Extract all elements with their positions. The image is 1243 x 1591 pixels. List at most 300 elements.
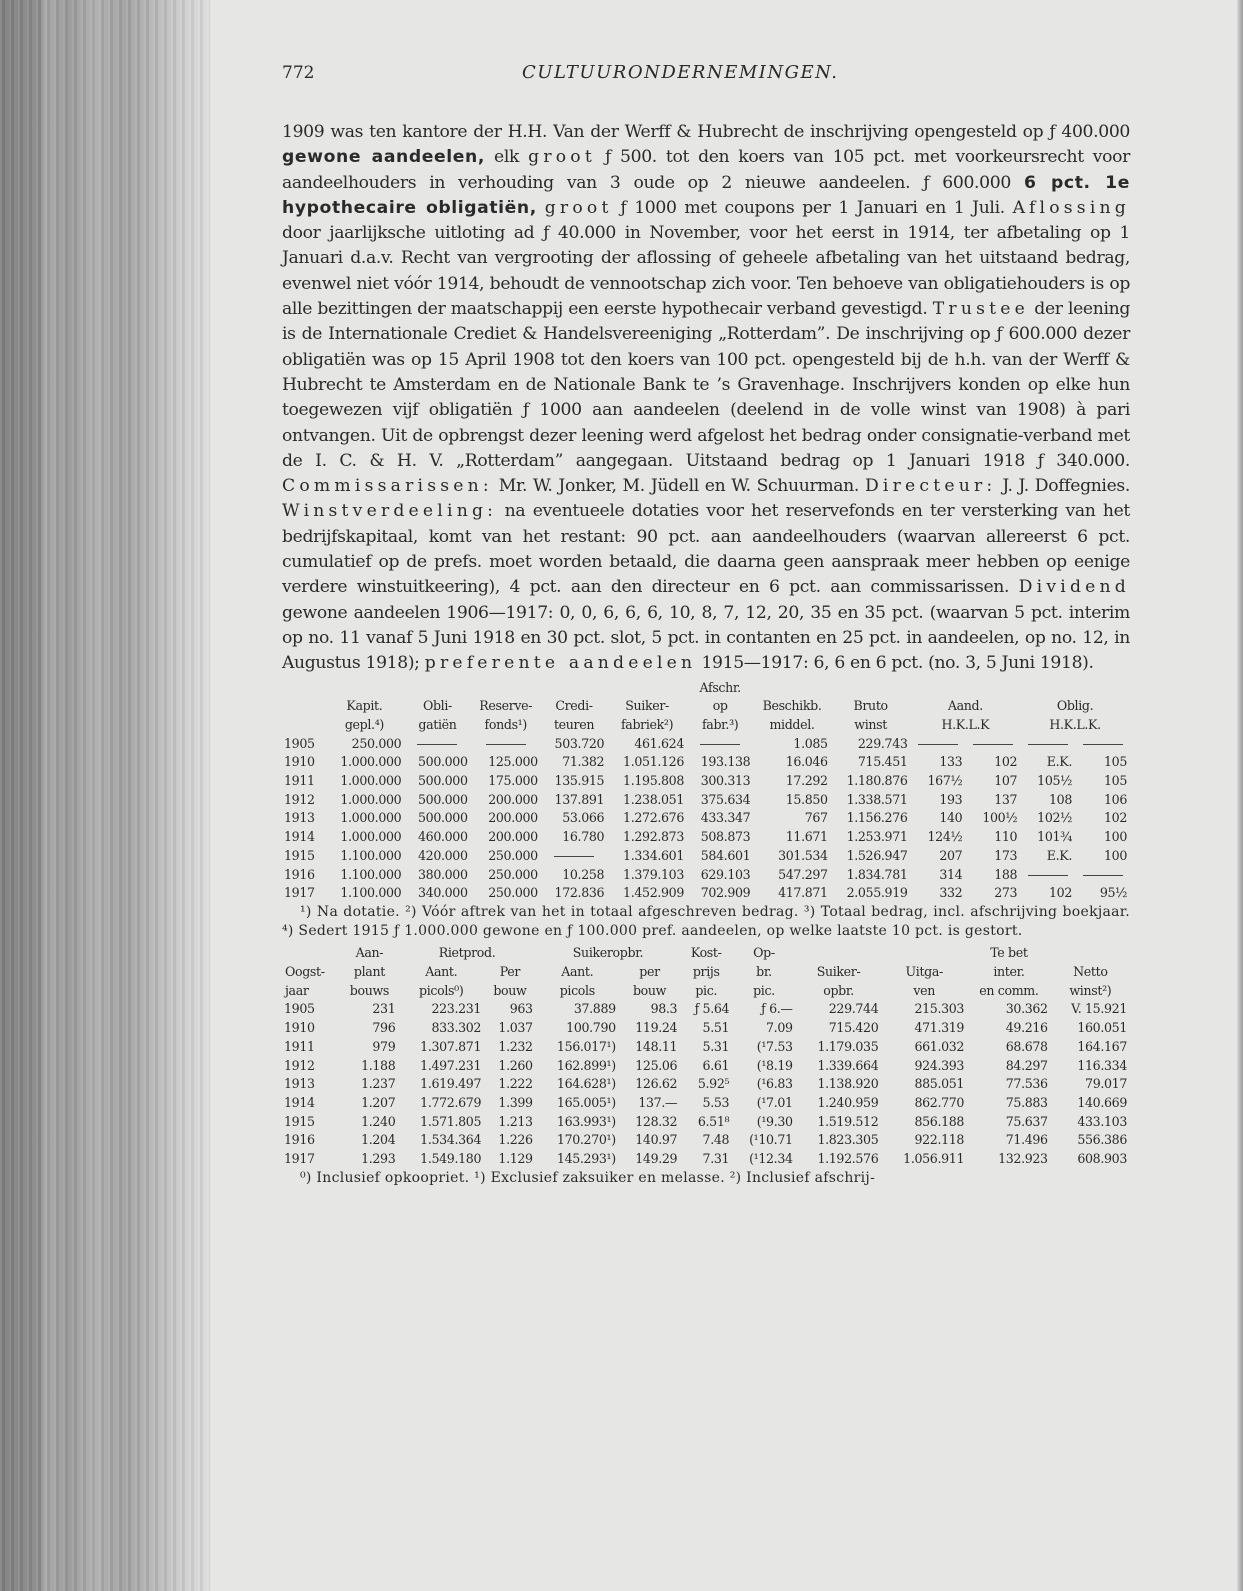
table-cell: 979 bbox=[372, 1038, 396, 1054]
year-cell: 1912 bbox=[284, 791, 315, 807]
table-cell: 1.526.947 bbox=[846, 847, 908, 863]
table-cell: 164.628¹) bbox=[556, 1076, 616, 1092]
table-cell: 137.— bbox=[638, 1095, 678, 1110]
table-cell: 1.260 bbox=[498, 1057, 533, 1073]
year-cell: 1914 bbox=[284, 829, 315, 845]
text-run: ƒ 1000 met coupons per 1 Januari en 1 Juli. bbox=[612, 197, 1013, 218]
table-cell bbox=[1075, 735, 1130, 754]
table-cell bbox=[1020, 866, 1075, 885]
table-row bbox=[282, 1075, 1130, 1094]
header-cell: per bbox=[639, 964, 660, 980]
table-cell: 340.000 bbox=[418, 885, 468, 901]
financial-table-body bbox=[282, 735, 1130, 903]
running-title: CULTUURONDERNEMINGEN. bbox=[522, 62, 839, 83]
table-cell: 380.000 bbox=[418, 866, 468, 882]
table-cell: 1.085 bbox=[793, 735, 828, 751]
table-cell: 30.362 bbox=[1005, 1001, 1048, 1017]
page-header bbox=[282, 62, 1130, 102]
table-cell: 160.051 bbox=[1077, 1020, 1127, 1036]
table-row bbox=[282, 772, 1130, 791]
table-cell: 100 bbox=[1104, 829, 1127, 845]
table-cell: 110 bbox=[994, 829, 1018, 845]
table-cell: 1.051.126 bbox=[623, 754, 684, 770]
text-run: der leening is de Internationale Crediet & Handelsvereeniging „Rotterdam”. De inschrijving op ƒ 600.000 dezer obligatiën was op 15 April 1908 tot den koers van 100 pct. opengesteld bij de h.h. van der Werff & Hubrecht te Amsterdam en de Nationale Bank te ’s Gravenhage. Inschrijvers konden op elke hun toegewezen vijf obligatiën ƒ 1000 aan aandeelen (deelend in de volle winst van 1908) à pari ontvangen. Uit de opbrengst dezer leening werd afgelost het bedrag onder consignatie-verband met de I. C. & H. V. „Rotterdam” aangegaan. Uitstaand bedrag op 1 Januari 1918 ƒ 340.000. bbox=[282, 299, 1130, 471]
table-cell: 1.549.180 bbox=[420, 1151, 482, 1167]
text-run: J. J. Doffegnies. bbox=[996, 476, 1130, 497]
table-cell: 101¾ bbox=[1037, 829, 1073, 845]
header-cell bbox=[325, 679, 405, 698]
table-cell: 1.237 bbox=[361, 1076, 396, 1092]
dash-rule bbox=[1028, 744, 1068, 745]
header-cell: fabriek²) bbox=[621, 716, 674, 732]
header-cell: fabr.³) bbox=[701, 716, 739, 732]
table-cell: 229.744 bbox=[828, 1001, 879, 1017]
table-cell: 71.496 bbox=[1005, 1132, 1048, 1148]
table-cell: 1.823.305 bbox=[817, 1132, 879, 1148]
table-cell: 17.292 bbox=[785, 773, 828, 789]
table-cell: 1.222 bbox=[498, 1076, 533, 1092]
header-cell: winst²) bbox=[1069, 982, 1112, 998]
table-row bbox=[282, 791, 1130, 810]
header-cell: Rietprod. bbox=[438, 945, 496, 961]
table-cell bbox=[1075, 866, 1130, 885]
table-cell: 200.000 bbox=[488, 810, 538, 826]
text-run: Mr. W. Jonker, M. Jüdell en W. Schuurman. bbox=[492, 476, 865, 497]
table-cell: 132.923 bbox=[998, 1151, 1048, 1167]
table-cell: 11.671 bbox=[785, 829, 828, 845]
table-cell: 15.850 bbox=[785, 791, 828, 807]
header-cell: Per bbox=[499, 964, 521, 980]
body-paragraph bbox=[282, 120, 1130, 677]
text-run: door jaarlijksche uitloting ad ƒ 40.000 in November, voor het eerst in 1914, ter afbetaling op 1 Januari d.a.v. Recht van vergrooting der aflossing of geheele afbetaling van het uitstaand bedrag, evenwel niet vóór 1914, behoudt de vennootschap zich voor. Ten behoeve van obligatiehouders is op alle bezittingen der maatschappij een eerste hypothecair verband gevestigd. bbox=[282, 223, 1130, 320]
table-cell: 922.118 bbox=[914, 1132, 965, 1148]
year-cell: 1916 bbox=[284, 866, 315, 882]
table-cell: 75.883 bbox=[1005, 1095, 1048, 1110]
table-cell: 170.270¹) bbox=[556, 1132, 616, 1148]
table-cell: 108 bbox=[1049, 791, 1073, 807]
table-cell: 856.188 bbox=[914, 1113, 965, 1129]
table-cell: 584.601 bbox=[700, 847, 751, 863]
table-cell: 1.334.601 bbox=[623, 847, 684, 863]
table-cell: 5.92⁵ bbox=[697, 1076, 730, 1092]
table-cell: 556.386 bbox=[1077, 1132, 1127, 1148]
table-cell: (¹10.71 bbox=[749, 1132, 793, 1148]
table-cell: 128.32 bbox=[635, 1113, 678, 1129]
table-cell: 231 bbox=[372, 1001, 396, 1017]
spaced-word-commissarissen: Commissarissen: bbox=[282, 476, 493, 497]
header-cell: gatiën bbox=[418, 716, 457, 732]
dash-rule bbox=[1083, 875, 1123, 876]
header-cell: jaar bbox=[285, 982, 309, 998]
table-cell: 1.379.103 bbox=[623, 866, 684, 882]
header-cell: en comm. bbox=[979, 982, 1039, 998]
table-row bbox=[282, 1094, 1130, 1113]
header-cell: bouws bbox=[349, 982, 390, 998]
year-cell: 1914 bbox=[284, 1095, 315, 1110]
header-cell: plant bbox=[353, 964, 385, 980]
header-cell: fonds¹) bbox=[484, 716, 527, 732]
header-cell: gepl.⁴) bbox=[344, 716, 384, 732]
dash-rule bbox=[486, 744, 526, 745]
table-cell: 1.204 bbox=[361, 1132, 396, 1148]
table-cell: 137.891 bbox=[554, 791, 605, 807]
table-cell: 98.3 bbox=[650, 1001, 678, 1017]
header-cell: inter. bbox=[993, 964, 1025, 980]
table-cell: 250.000 bbox=[488, 885, 538, 901]
table-cell: 137 bbox=[994, 791, 1018, 807]
page-number: 772 bbox=[282, 63, 315, 83]
table-cell: 332 bbox=[939, 885, 963, 901]
header-cell: Suikeropbr. bbox=[572, 945, 644, 961]
text-run: 1909 was ten kantore der H.H. Van der Werff & Hubrecht de inschrijving opengesteld op ƒ 400.000 bbox=[282, 122, 1130, 142]
year-cell: 1917 bbox=[284, 1151, 315, 1167]
table-row bbox=[282, 1113, 1130, 1132]
table-cell: 140 bbox=[939, 810, 963, 826]
table-cell: 102½ bbox=[1037, 810, 1073, 826]
financial-table bbox=[282, 679, 1130, 903]
table-row bbox=[282, 884, 1130, 903]
header-cell: Aand. bbox=[947, 698, 983, 714]
table-cell: 1.100.000 bbox=[340, 847, 402, 863]
table-cell: 433.103 bbox=[1077, 1113, 1127, 1129]
table-cell: 102 bbox=[994, 754, 1018, 770]
dash-rule bbox=[417, 744, 457, 745]
table-cell: 300.313 bbox=[700, 773, 751, 789]
text-run: 1915—1917: 6, 6 en 6 pct. (no. 3, 5 Juni 1918). bbox=[696, 653, 1094, 674]
text-run: elk bbox=[485, 147, 529, 168]
table-cell: 301.534 bbox=[778, 847, 828, 863]
header-cell: picols⁰) bbox=[419, 982, 464, 998]
table-cell: 250.000 bbox=[351, 735, 402, 751]
table-row bbox=[282, 809, 1130, 828]
header-cell bbox=[282, 679, 325, 698]
table-cell: 1.195.808 bbox=[623, 773, 684, 789]
table-cell: ƒ 5.64 bbox=[694, 1001, 730, 1017]
table-cell: 500.000 bbox=[418, 754, 468, 770]
table-cell: 500.000 bbox=[418, 773, 468, 789]
header-cell: Op- bbox=[753, 945, 775, 961]
dash-rule bbox=[918, 744, 958, 745]
table-cell: 500.000 bbox=[418, 810, 468, 826]
table-row bbox=[282, 753, 1130, 772]
table-cell: 140.97 bbox=[635, 1132, 678, 1148]
table-cell: 471.319 bbox=[914, 1020, 965, 1036]
table-cell: 215.303 bbox=[914, 1001, 965, 1017]
table-header-row bbox=[282, 679, 1130, 698]
table-cell: 833.302 bbox=[431, 1020, 482, 1036]
dash-rule bbox=[554, 856, 594, 857]
table-cell bbox=[471, 735, 541, 754]
bold-heading-obligatien: 6 pct. 1e hypothecaire obligatiën, bbox=[282, 172, 1130, 218]
table-header-row bbox=[282, 697, 1130, 716]
table-cell: 16.046 bbox=[785, 754, 828, 770]
table-cell: 1.226 bbox=[498, 1132, 533, 1148]
table-row bbox=[282, 1150, 1130, 1169]
table-header-row bbox=[282, 944, 1130, 963]
header-cell: Obli- bbox=[423, 698, 452, 714]
table-cell: 107 bbox=[994, 773, 1018, 789]
spaced-word: groot bbox=[544, 197, 613, 218]
header-cell: Uitga- bbox=[905, 964, 943, 980]
table-cell: 16.780 bbox=[562, 829, 605, 845]
spaced-word-aflossing: Aflossing bbox=[1012, 197, 1130, 218]
table-cell: 77.536 bbox=[1005, 1076, 1048, 1092]
spaced-word: groot bbox=[528, 147, 596, 168]
table-cell: 1.452.909 bbox=[623, 885, 684, 901]
harvest-table bbox=[282, 944, 1130, 1168]
table-cell: 1.253.971 bbox=[846, 829, 908, 845]
table-cell: 1.534.364 bbox=[420, 1132, 482, 1148]
table-cell: 106 bbox=[1104, 791, 1127, 807]
table-cell: 629.103 bbox=[700, 866, 751, 882]
table-cell: 547.297 bbox=[778, 866, 828, 882]
table-cell: 1.307.871 bbox=[420, 1038, 482, 1054]
table-row bbox=[282, 1131, 1130, 1150]
table-cell: 102 bbox=[1049, 885, 1073, 901]
table-cell: 420.000 bbox=[418, 847, 468, 863]
header-cell bbox=[911, 679, 1021, 698]
table-cell: 1.000.000 bbox=[340, 773, 402, 789]
table-cell: 105 bbox=[1104, 773, 1127, 789]
table-cell bbox=[911, 735, 966, 754]
table-cell: 124½ bbox=[927, 829, 963, 845]
table-cell: 207 bbox=[939, 847, 963, 863]
table-cell: 862.770 bbox=[914, 1095, 965, 1110]
table-cell: 125.06 bbox=[635, 1057, 678, 1073]
table-cell: 7.09 bbox=[766, 1020, 793, 1036]
table-row bbox=[282, 866, 1130, 885]
spaced-word-preferente: preferente aandeelen bbox=[424, 653, 697, 674]
header-cell: winst bbox=[854, 716, 887, 732]
header-cell: br. bbox=[756, 964, 772, 980]
header-cell: middel. bbox=[769, 716, 815, 732]
header-cell: bouw bbox=[493, 982, 527, 998]
table-cell: 1.207 bbox=[361, 1095, 396, 1110]
text-run: gewone aandeelen 1906—1917: 0, 0, 6, 6, 6, 10, 8, 7, 12, 20, 35 en 35 pct. (waarvan 5 pct. interim op no. 11 vanaf 5 Juni 1918 en 30 pct. slot, 5 pct. in contanten en 25 pct. in aandeelen, op no. 12, in Augustus 1918); bbox=[282, 602, 1130, 674]
table-cell: 1.156.276 bbox=[846, 810, 908, 826]
table-cell: 68.678 bbox=[1005, 1038, 1048, 1054]
table-cell: 148.11 bbox=[635, 1038, 678, 1054]
table-cell: 1.000.000 bbox=[340, 754, 402, 770]
table-cell: 6.61 bbox=[702, 1057, 730, 1073]
table-cell: 140.669 bbox=[1077, 1095, 1127, 1110]
header-cell bbox=[796, 944, 882, 963]
header-cell bbox=[1020, 679, 1130, 698]
table-cell: 1.129 bbox=[498, 1151, 533, 1167]
table-cell: 963 bbox=[509, 1001, 533, 1017]
table-cell: 1.272.676 bbox=[623, 810, 684, 826]
table-row bbox=[282, 1019, 1130, 1038]
table-cell: (¹6.83 bbox=[756, 1076, 793, 1092]
header-cell: Oblig. bbox=[1056, 698, 1094, 714]
header-cell: opbr. bbox=[823, 982, 854, 998]
table-cell: 250.000 bbox=[488, 847, 538, 863]
table-cell: 75.637 bbox=[1005, 1113, 1048, 1129]
year-cell: 1905 bbox=[284, 735, 315, 751]
table-row bbox=[282, 828, 1130, 847]
table-cell: 1.232 bbox=[498, 1038, 533, 1054]
table-cell: 162.899¹) bbox=[556, 1057, 616, 1073]
year-cell: 1915 bbox=[284, 1113, 315, 1129]
book-page bbox=[282, 62, 1130, 1188]
table-cell: E.K. bbox=[1046, 754, 1073, 770]
table-cell: 1.180.876 bbox=[846, 773, 908, 789]
year-cell: 1915 bbox=[284, 847, 315, 863]
table-cell: 135.915 bbox=[554, 773, 605, 789]
dash-rule bbox=[1083, 744, 1123, 745]
header-cell: Afschr. bbox=[699, 679, 741, 695]
table-cell: ƒ 6.— bbox=[761, 1001, 793, 1017]
table-cell: 5.53 bbox=[702, 1095, 730, 1110]
table-cell: 37.889 bbox=[573, 1001, 616, 1017]
table-cell bbox=[1020, 735, 1075, 754]
table-cell: 7.48 bbox=[702, 1132, 730, 1148]
table-cell: 1.138.920 bbox=[817, 1076, 879, 1092]
table-cell: 2.055.919 bbox=[846, 885, 908, 901]
year-cell: 1910 bbox=[284, 754, 315, 770]
header-cell: picols bbox=[559, 982, 595, 998]
table-cell: 1.179.035 bbox=[817, 1038, 879, 1054]
table-cell: 102 bbox=[1104, 810, 1127, 826]
table-cell bbox=[404, 735, 470, 754]
spaced-word-directeur: Directeur: bbox=[864, 476, 997, 497]
table-cell: 715.451 bbox=[857, 754, 908, 770]
table-cell: 273 bbox=[994, 885, 1018, 901]
table-cell: 105½ bbox=[1037, 773, 1073, 789]
header-cell: Netto bbox=[1073, 964, 1108, 980]
table-cell: 145.293¹) bbox=[556, 1151, 616, 1167]
header-cell bbox=[541, 679, 607, 698]
table-cell: 1.834.781 bbox=[846, 866, 908, 882]
header-cell bbox=[282, 716, 325, 735]
table-row bbox=[282, 1057, 1130, 1076]
header-cell: op bbox=[712, 698, 728, 714]
bold-heading-gewone-aandeelen: gewone aandeelen, bbox=[282, 147, 486, 168]
header-cell: ven bbox=[913, 982, 936, 998]
table-cell: (¹12.34 bbox=[749, 1151, 793, 1167]
table-header-row bbox=[282, 982, 1130, 1001]
table-cell: 100.790 bbox=[566, 1020, 616, 1036]
table-cell: 1.188 bbox=[361, 1057, 396, 1073]
table-cell: 1.619.497 bbox=[420, 1076, 482, 1092]
table-cell: 165.005¹) bbox=[556, 1095, 616, 1110]
table-cell bbox=[965, 735, 1020, 754]
table-cell: 6.51⁸ bbox=[697, 1113, 730, 1129]
dash-rule bbox=[1028, 875, 1068, 876]
table-cell: 1.293 bbox=[361, 1151, 396, 1167]
header-cell: Aant. bbox=[425, 964, 458, 980]
header-cell bbox=[881, 944, 967, 963]
harvest-table-body bbox=[282, 1000, 1130, 1168]
table-cell: 200.000 bbox=[488, 791, 538, 807]
table-cell: E.K. bbox=[1046, 847, 1073, 863]
table-cell: 417.871 bbox=[778, 885, 828, 901]
text-run bbox=[537, 198, 545, 218]
table-cell bbox=[541, 847, 607, 866]
table1-footnote: ¹) Na dotatie. ²) Vóór aftrek van het in totaal afgeschreven bedrag. ³) Totaal bedrag, incl. afschrijving boekjaar. ⁴) Sedert 1915 ƒ 1.000.000 gewone en ƒ 100.000 pref. aandeelen, op welke laatste 10 pct. is gestort. bbox=[282, 903, 1130, 939]
table-cell: 1.571.805 bbox=[420, 1113, 482, 1129]
table-cell: 1.238.051 bbox=[623, 791, 684, 807]
header-cell: Suiker- bbox=[625, 698, 669, 714]
table-cell: 175.000 bbox=[488, 773, 538, 789]
header-cell: H.K.L.K bbox=[941, 716, 990, 732]
table-cell bbox=[687, 735, 753, 754]
header-cell: Oogst- bbox=[285, 964, 325, 980]
table-cell: 5.31 bbox=[702, 1038, 730, 1054]
table-cell: 172.836 bbox=[554, 885, 605, 901]
table-row bbox=[282, 1038, 1130, 1057]
table-cell: 1.100.000 bbox=[340, 885, 402, 901]
header-cell: Beschikb. bbox=[762, 698, 822, 714]
table-cell: 167½ bbox=[927, 773, 963, 789]
table-cell: 500.000 bbox=[418, 791, 468, 807]
header-cell: H.K.L.K. bbox=[1049, 716, 1101, 732]
table-cell: 661.032 bbox=[914, 1038, 965, 1054]
table-cell: 1.000.000 bbox=[340, 829, 402, 845]
header-cell: pic. bbox=[753, 982, 775, 998]
table-cell: 715.420 bbox=[828, 1020, 879, 1036]
table-row bbox=[282, 735, 1130, 754]
table-cell: 49.216 bbox=[1005, 1020, 1048, 1036]
table-cell: 1.000.000 bbox=[340, 791, 402, 807]
table-cell: 1.213 bbox=[498, 1113, 533, 1129]
table-cell: (¹7.01 bbox=[756, 1095, 793, 1110]
table-cell: 460.000 bbox=[418, 829, 468, 845]
year-cell: 1913 bbox=[284, 1076, 315, 1092]
header-cell: Aan- bbox=[355, 945, 384, 961]
year-cell: 1917 bbox=[284, 885, 315, 901]
table-cell: 1.056.911 bbox=[903, 1151, 965, 1167]
table-cell: 100½ bbox=[982, 810, 1018, 826]
header-cell: prijs bbox=[692, 964, 720, 980]
table-cell: 95½ bbox=[1099, 885, 1127, 901]
spaced-word-trustee: Trustee bbox=[932, 299, 1029, 320]
table-cell: 188 bbox=[994, 866, 1018, 882]
year-cell: 1911 bbox=[284, 1038, 315, 1054]
table-cell: 173 bbox=[994, 847, 1018, 863]
table-cell: 5.51 bbox=[702, 1020, 730, 1036]
table-cell: 126.62 bbox=[635, 1076, 678, 1092]
table-cell: 1.338.571 bbox=[846, 791, 908, 807]
table-cell: (¹7.53 bbox=[756, 1038, 793, 1054]
header-cell bbox=[1051, 944, 1130, 963]
header-cell: Te bet bbox=[990, 945, 1028, 961]
table-cell: 164.167 bbox=[1077, 1038, 1127, 1054]
table-cell: 119.24 bbox=[635, 1020, 678, 1036]
header-cell bbox=[831, 679, 911, 698]
table-cell: 1.519.512 bbox=[817, 1113, 879, 1129]
table-cell: 1.399 bbox=[498, 1095, 533, 1110]
table-cell: 1.240.959 bbox=[817, 1095, 879, 1110]
table-cell: 156.017¹) bbox=[556, 1038, 616, 1054]
spaced-word-dividend: Dividend bbox=[1018, 577, 1130, 598]
table-cell: 885.051 bbox=[914, 1076, 965, 1092]
table-cell: 1.292.873 bbox=[623, 829, 684, 845]
header-cell bbox=[404, 679, 470, 698]
table-cell: 193.138 bbox=[700, 754, 751, 770]
table-cell: 767 bbox=[804, 810, 828, 826]
table-cell: 1.000.000 bbox=[340, 810, 402, 826]
table-cell: 461.624 bbox=[634, 735, 684, 751]
table-cell: 250.000 bbox=[488, 866, 538, 882]
text-run: na eventueele dotaties voor het reservefonds en ter versterking van het bedrijfskapitaal, komt van het restant: 90 pct. aan aandeelhouders (waarvan allereerst 6 pct. cumulatief op de prefs. moet worden betaald, die daarna geen aanspraak meer hebben op eenige verdere winstuitkeering), 4 pct. aan den directeur en 6 pct. aan commissarissen. bbox=[282, 501, 1130, 598]
header-cell: Suiker- bbox=[816, 964, 861, 980]
table-cell: 10.258 bbox=[562, 866, 605, 882]
year-cell: 1916 bbox=[284, 1132, 315, 1148]
year-cell: 1913 bbox=[284, 810, 315, 826]
header-cell: bouw bbox=[632, 982, 667, 998]
table-cell: 105 bbox=[1104, 754, 1127, 770]
